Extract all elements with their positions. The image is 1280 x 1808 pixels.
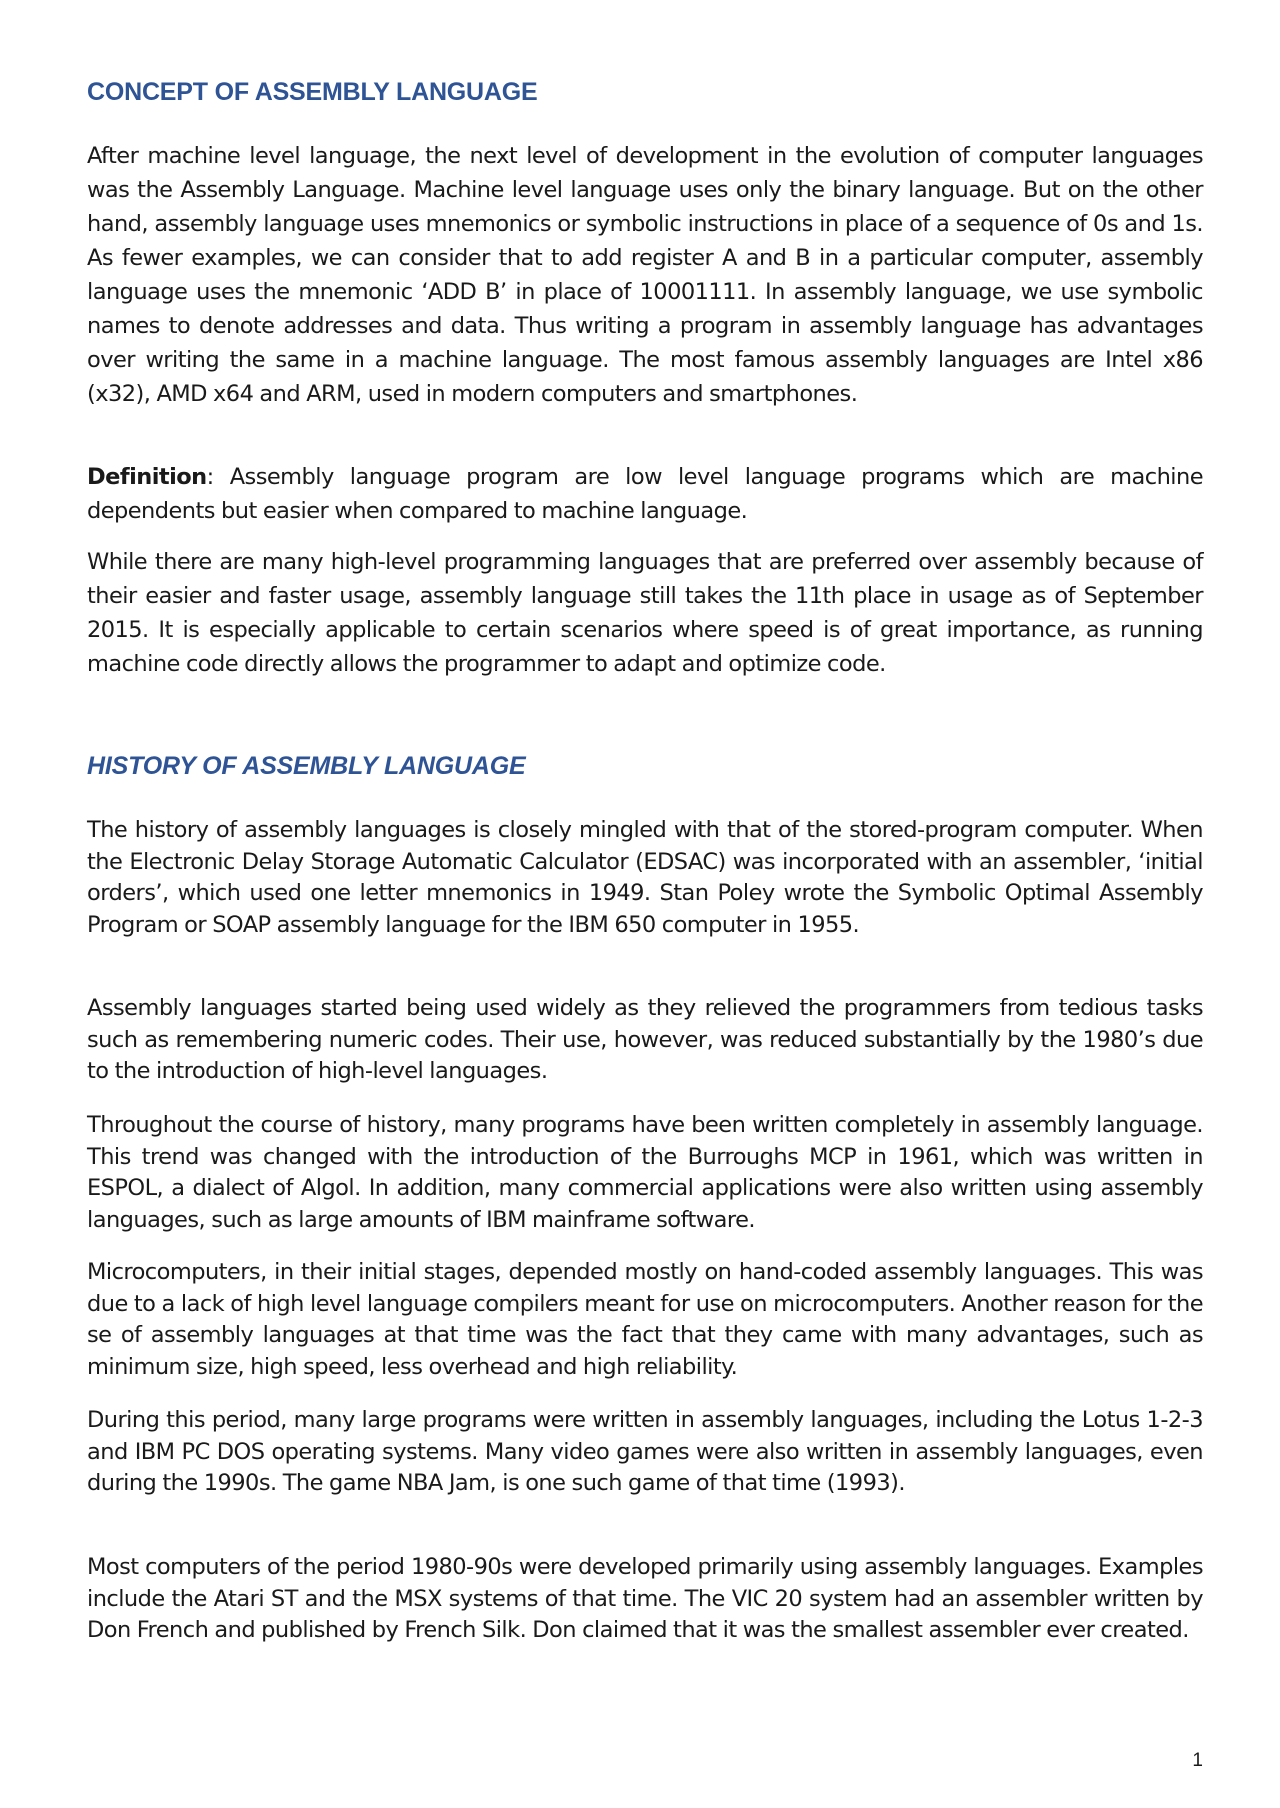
- paragraph-concept-intro: After machine level language, the next level of development in the evolution of computer languages was the Assembly Language. Machine level language uses only the binary language. But on the other hand, assembly language uses mnemonics or symbolic instructions in place of a sequence of 0s and 1s. As fewer examples, we can consider that to add register A and B in a particular computer, assembly language uses the mnemonic ‘ADD B’ in place of 10001111. In assembly language, we use symbolic names to denote addresses and data. Thus writing a program in assembly language has advantages over writing the same in a machine language. The most famous assembly languages are Intel x86 (x32), AMD x64 and ARM, used in modern computers and smartphones.: [87, 143, 1203, 407]
- paragraph-definition: [87, 460, 1203, 528]
- document-page: [87, 0, 1203, 1808]
- paragraph-history-large-programs: During this period, many large programs were written in assembly languages, including the Lotus 1-2-3 and IBM PC DOS operating systems. Many video games were also written in assembly languages, even during the 1990s. The game NBA Jam, is one such game of that time (1993).: [87, 1407, 1203, 1496]
- paragraph-history-widely-used: Assembly languages started being used widely as they relieved the programmers from tedious tasks such as remembering numeric codes. Their use, however, was reduced substantially by the 1980’s due to the introduction of high-level languages.: [87, 995, 1203, 1084]
- definition-text: : Assembly language program are low level language programs which are machine dependents but easier when compared to machine language.: [87, 464, 1203, 524]
- heading-history: HISTORY OF ASSEMBLY LANGUAGE: [87, 752, 526, 780]
- paragraph-history-edsac: The history of assembly languages is closely mingled with that of the stored-program computer. When the Electronic Delay Storage Automatic Calculator (EDSAC) was incorporated with an assembler, ‘initial orders’, which used one letter mnemonics in 1949. Stan Poley wrote the Symbolic Optimal Assembly Program or SOAP assembly language for the IBM 650 computer in 1955.: [87, 817, 1203, 938]
- definition-term: Definition: [87, 464, 207, 490]
- paragraph-history-1980s-computers: Most computers of the period 1980-90s were developed primarily using assembly languages. Examples include the Atari ST and the MSX systems of that time. The VIC 20 system had an assembler written by Don French and published by French Silk. Don claimed that it was the smallest assembler ever created.: [87, 1554, 1203, 1643]
- paragraph-history-microcomputers: Microcomputers, in their initial stages, depended mostly on hand-coded assembly languages. This was due to a lack of high level language compilers meant for use on microcomputers. Another reason for the se of assembly languages at that time was the fact that they came with many advantages, such as minimum size, high speed, less overhead and high reliability.: [87, 1259, 1203, 1380]
- paragraph-high-level-usage: While there are many high-level programming languages that are preferred over assembly because of their easier and faster usage, assembly language still takes the 11th place in usage as of September 2015. It is especially applicable to certain scenarios where speed is of great importance, as running machine code directly allows the programmer to adapt and optimize code.: [87, 549, 1203, 677]
- paragraph-history-burroughs: Throughout the course of history, many programs have been written completely in assembly language. This trend was changed with the introduction of the Burroughs MCP in 1961, which was written in ESPOL, a dialect of Algol. In addition, many commercial applications were also written using assembly languages, such as large amounts of IBM mainframe software.: [87, 1112, 1203, 1233]
- page-number: 1: [1192, 1750, 1203, 1771]
- heading-concept: CONCEPT OF ASSEMBLY LANGUAGE: [87, 78, 538, 106]
